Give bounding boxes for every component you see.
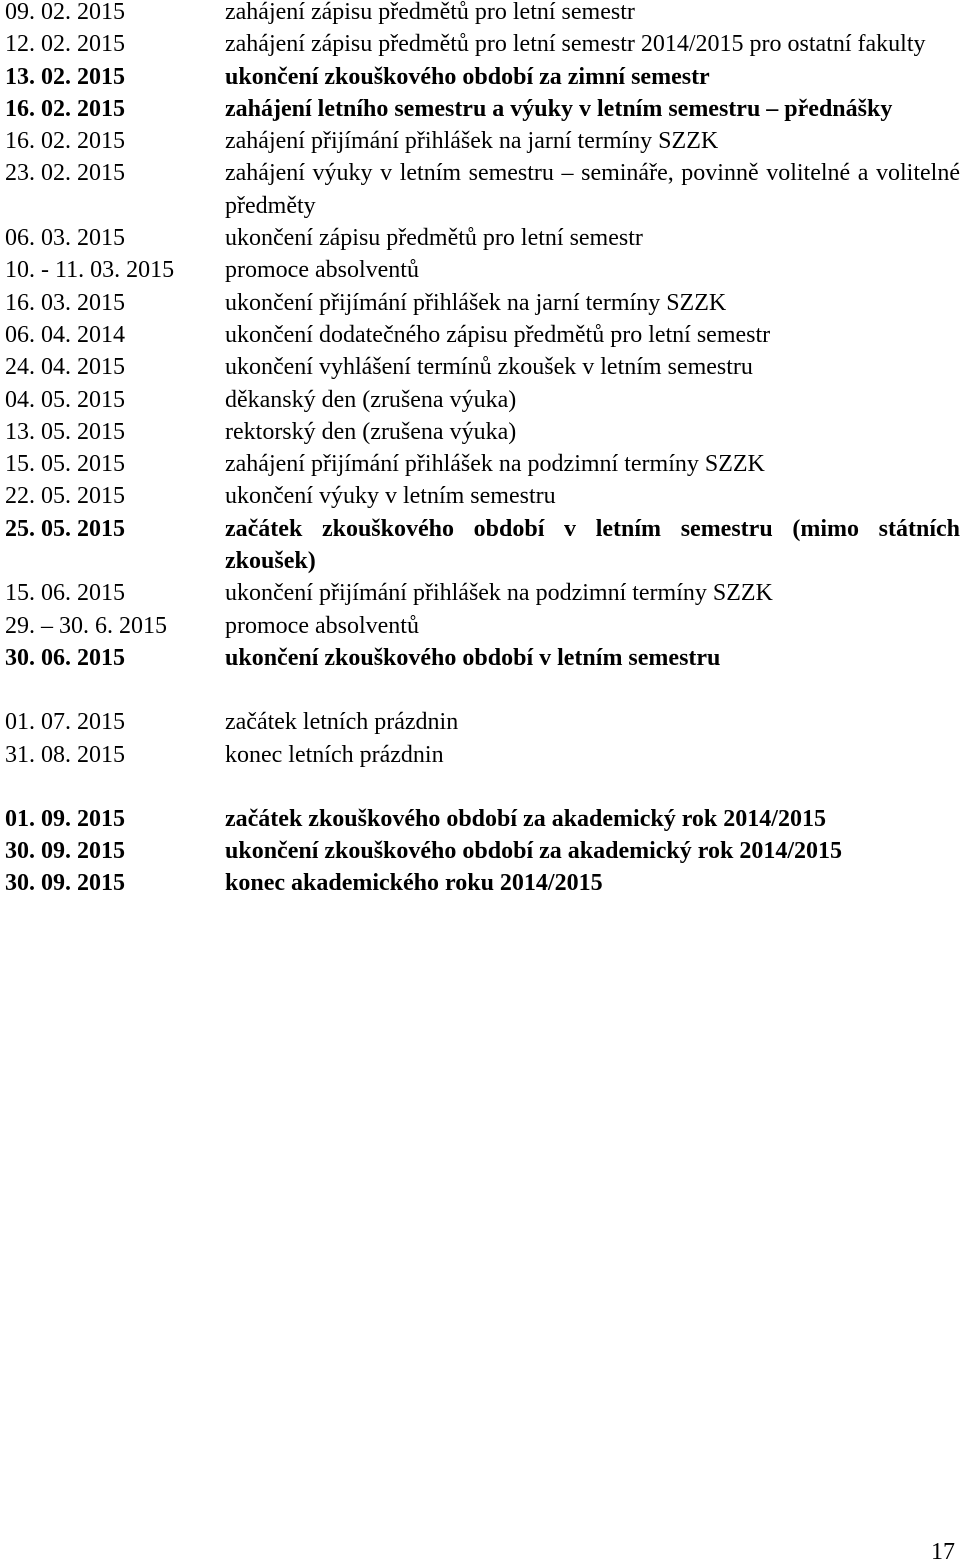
row-date: 30. 06. 2015 xyxy=(5,644,125,671)
schedule-row xyxy=(5,287,960,319)
row-date: 09. 02. 2015 xyxy=(5,0,125,25)
row-event: zahájení zápisu předmětů pro letní semestr xyxy=(225,0,635,25)
row-event: rektorský den (zrušena výuka) xyxy=(225,418,517,445)
row-event: zahájení výuky v letním semestru – semináře, povinně volitelné a volitelné předměty xyxy=(225,160,960,219)
row-date: 24. 04. 2015 xyxy=(5,354,125,381)
schedule-row xyxy=(5,642,960,674)
schedule-row xyxy=(5,610,960,642)
row-event: zahájení zápisu předmětů pro letní semestr 2014/2015 pro ostatní fakulty xyxy=(225,31,926,58)
row-event: ukončení přijímání přihlášek na podzimní termíny SZZK xyxy=(225,580,773,607)
schedule-row xyxy=(5,93,960,125)
schedule-row xyxy=(5,706,960,738)
row-event: začátek letních prázdnin xyxy=(225,709,459,736)
row-date: 15. 05. 2015 xyxy=(5,451,125,478)
row-date: 22. 05. 2015 xyxy=(5,483,125,510)
schedule-row xyxy=(5,28,960,60)
row-date: 01. 07. 2015 xyxy=(5,709,125,736)
schedule-row xyxy=(5,222,960,254)
schedule-row xyxy=(5,835,960,867)
row-event: ukončení zkouškového období v letním semestru xyxy=(225,644,721,671)
row-date: 06. 04. 2014 xyxy=(5,321,125,348)
row-event: zahájení přijímání přihlášek na podzimní termíny SZZK xyxy=(225,451,765,478)
schedule-row xyxy=(5,384,960,416)
schedule-row xyxy=(5,803,960,835)
row-date: 01. 09. 2015 xyxy=(5,805,125,832)
schedule-row xyxy=(5,416,960,448)
schedule-row xyxy=(5,0,960,28)
row-date: 12. 02. 2015 xyxy=(5,31,125,58)
row-event: promoce absolventů xyxy=(225,612,419,639)
row-date: 16. 03. 2015 xyxy=(5,289,125,316)
page-number: 17 xyxy=(931,1539,955,1565)
schedule-row xyxy=(5,867,960,899)
row-date: 23. 02. 2015 xyxy=(5,160,125,187)
row-event: ukončení přijímání přihlášek na jarní termíny SZZK xyxy=(225,289,727,316)
schedule-row xyxy=(5,513,960,578)
schedule-row xyxy=(5,61,960,93)
schedule-row xyxy=(5,739,960,771)
schedule-list xyxy=(5,0,960,900)
row-date: 13. 05. 2015 xyxy=(5,418,125,445)
schedule-row xyxy=(5,577,960,609)
row-event: konec akademického roku 2014/2015 xyxy=(225,870,603,897)
row-date: 30. 09. 2015 xyxy=(5,838,125,865)
row-date: 10. - 11. 03. 2015 xyxy=(5,257,175,284)
row-event: zahájení letního semestru a výuky v letním semestru – přednášky xyxy=(225,95,893,122)
row-event: konec letních prázdnin xyxy=(225,741,444,768)
schedule-row xyxy=(5,125,960,157)
row-date: 04. 05. 2015 xyxy=(5,386,125,413)
row-event: ukončení dodatečného zápisu předmětů pro letní semestr xyxy=(225,321,771,348)
row-event: děkanský den (zrušena výuka) xyxy=(225,386,517,413)
schedule-row xyxy=(5,157,960,222)
row-date: 16. 02. 2015 xyxy=(5,95,125,122)
row-event: ukončení výuky v letním semestru xyxy=(225,483,556,510)
row-date: 13. 02. 2015 xyxy=(5,63,125,90)
schedule-row xyxy=(5,480,960,512)
row-event: ukončení zápisu předmětů pro letní semestr xyxy=(225,225,643,252)
schedule-row xyxy=(5,448,960,480)
row-event: začátek zkouškového období v letním semestru (mimo státních zkoušek) xyxy=(225,515,960,575)
row-date: 30. 09. 2015 xyxy=(5,870,125,897)
row-date: 16. 02. 2015 xyxy=(5,128,125,155)
row-date: 31. 08. 2015 xyxy=(5,741,125,768)
row-event: zahájení přijímání přihlášek na jarní termíny SZZK xyxy=(225,128,719,155)
schedule-row xyxy=(5,351,960,383)
row-event: promoce absolventů xyxy=(225,257,419,284)
row-date: 06. 03. 2015 xyxy=(5,225,125,252)
schedule-row xyxy=(5,254,960,286)
row-date: 25. 05. 2015 xyxy=(5,515,125,542)
row-date: 15. 06. 2015 xyxy=(5,580,125,607)
row-date: 29. – 30. 6. 2015 xyxy=(5,612,167,639)
row-event: ukončení zkouškového období za zimní semestr xyxy=(225,63,710,90)
schedule-row xyxy=(5,319,960,351)
row-event: začátek zkouškového období za akademický rok 2014/2015 xyxy=(225,805,826,832)
row-event: ukončení zkouškového období za akademický rok 2014/2015 xyxy=(225,838,843,865)
row-event: ukončení vyhlášení termínů zkoušek v letním semestru xyxy=(225,354,753,381)
